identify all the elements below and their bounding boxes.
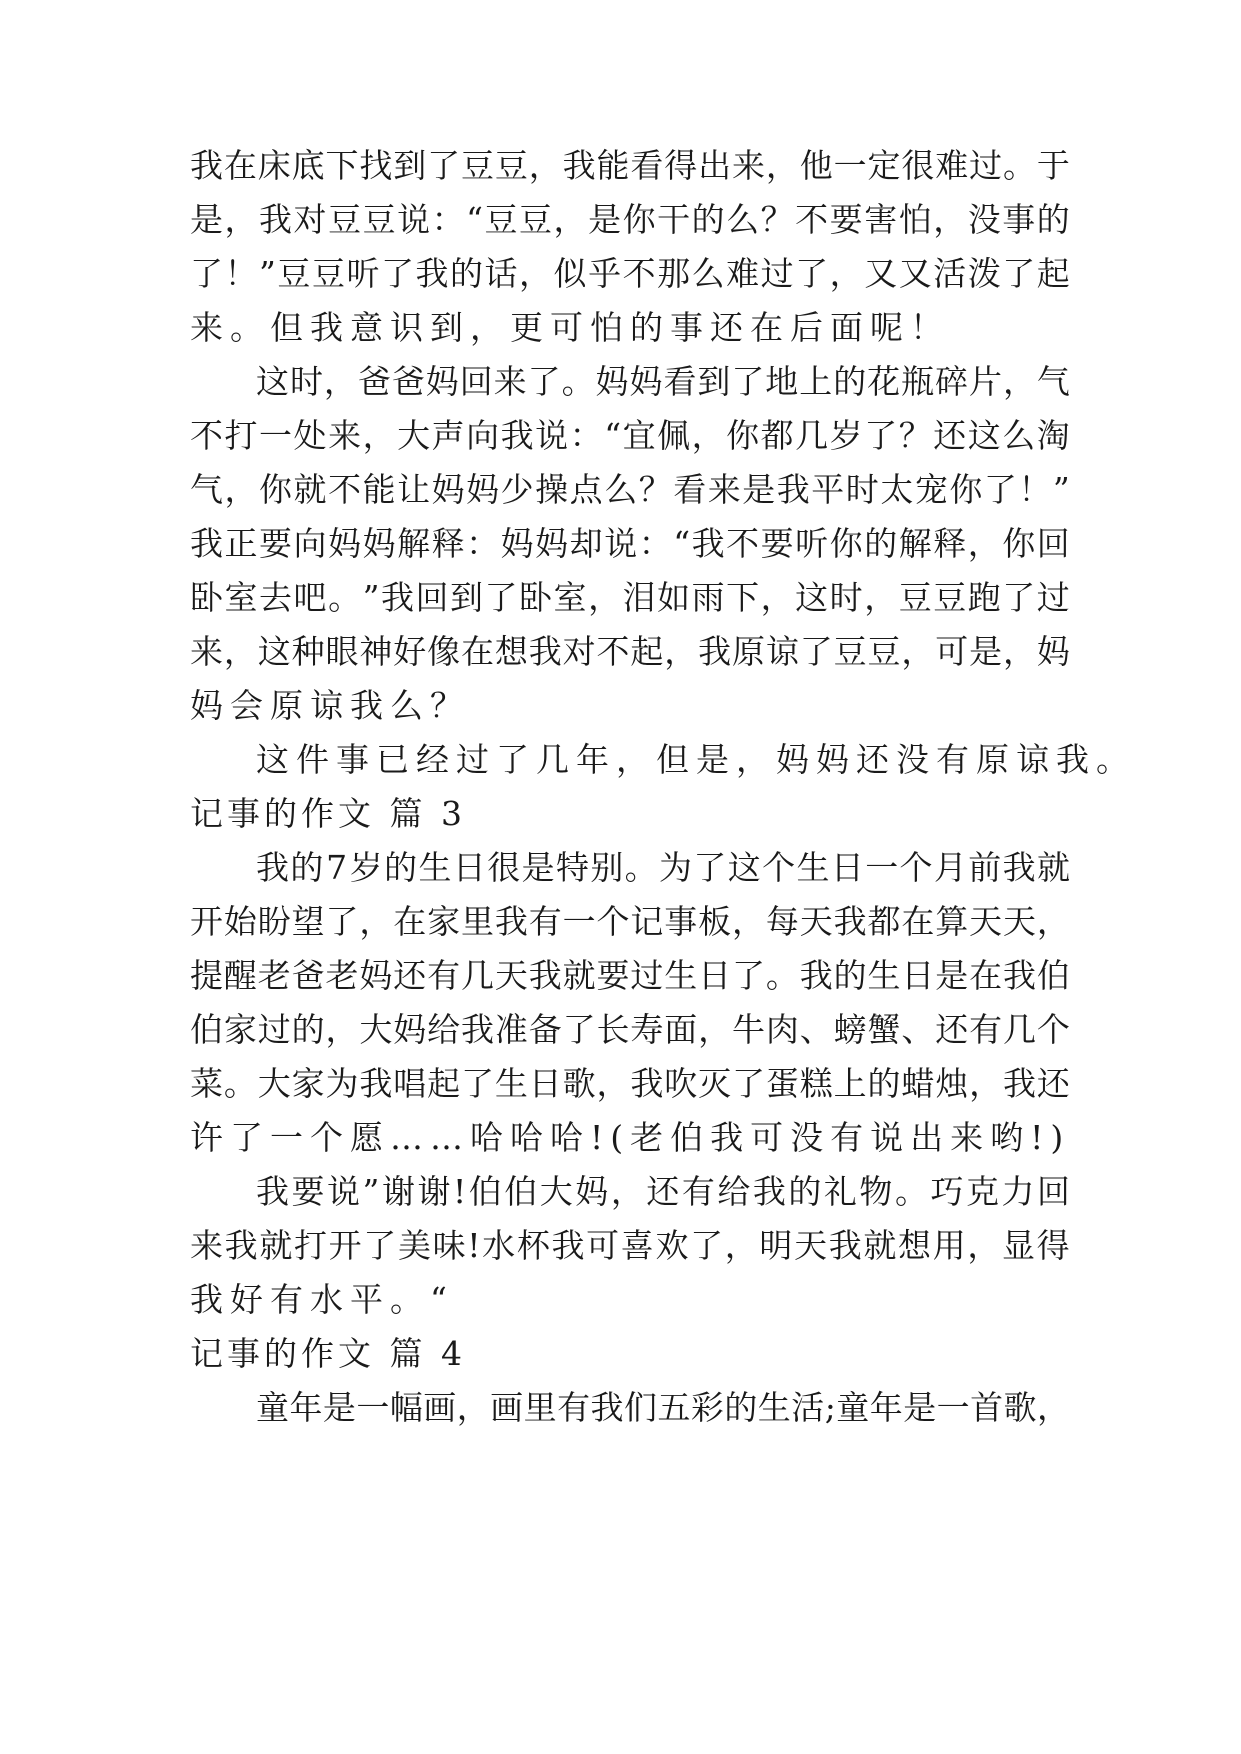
- text-line: 来 ， 这 种 眼 神 好 像 在 想 我 对 不 起 ， 我 原 谅 了 豆 豆 ， 可 是 ， 妈: [190, 632, 1070, 671]
- text-line: 卧 室 去 吧 。 ” 我 回 到 了 卧 室 ， 泪 如 雨 下 ， 这 时 ， 豆 豆 跑 了 过: [190, 578, 1070, 617]
- text-line: 了 ！ ” 豆 豆 听 了 我 的 话 ， 似 乎 不 那 么 难 过 了 ， 又 又 活 泼 了 起: [190, 254, 1070, 293]
- text-line: 是 ， 我 对 豆 豆 说 ： “ 豆 豆 ， 是 你 干 的 么 ？ 不 要 害 怕 ， 没 事 的: [190, 200, 1070, 239]
- section-heading: 记事的作文 篇 4: [190, 1334, 466, 1373]
- text-line: 气 ， 你 就 不 能 让 妈 妈 少 操 点 么 ？ 看 来 是 我 平 时 太 宠 你 了 ！ ”: [190, 470, 1070, 509]
- text-line: 这件事已经过了几年，但是，妈妈还没有原谅我。: [256, 740, 1136, 779]
- text-line: 我 正 要 向 妈 妈 解 释 ： 妈 妈 却 说 ： “ 我 不 要 听 你 的 解 释 ， 你 回: [190, 524, 1070, 563]
- text-line: 童 年 是 一 幅 画 ， 画 里 有 我 们 五 彩 的 生 活 ; 童 年 是 一 首 歌 ，: [256, 1388, 1070, 1427]
- text-line: 菜 。 大 家 为 我 唱 起 了 生 日 歌 ， 我 吹 灭 了 蛋 糕 上 的 蜡 烛 ， 我 还: [190, 1064, 1070, 1103]
- text-line: 我 的 7 岁 的 生 日 很 是 特 别 。 为 了 这 个 生 日 一 个 月 前 我 就: [256, 848, 1070, 887]
- text-line: 我好有水平。“: [190, 1280, 454, 1319]
- text-line: 我 在 床 底 下 找 到 了 豆 豆 ， 我 能 看 得 出 来 ， 他 一 定 很 难 过 。 于: [190, 146, 1070, 185]
- section-heading: 记事的作文 篇 3: [190, 794, 466, 833]
- text-line: 提 醒 老 爸 老 妈 还 有 几 天 我 就 要 过 生 日 了 。 我 的 生 日 是 在 我 伯: [190, 956, 1070, 995]
- text-line: 不 打 一 处 来 ， 大 声 向 我 说 ： “ 宜 佩 ， 你 都 几 岁 了 ？ 还 这 么 淘: [190, 416, 1070, 455]
- text-line: 妈会原谅我么？: [190, 686, 470, 725]
- text-line: 我 要 说 ” 谢 谢 ! 伯 伯 大 妈 ， 还 有 给 我 的 礼 物 。 巧 克 力 回: [256, 1172, 1070, 1211]
- text-line: 来。但我意识到，更可怕的事还在后面呢！: [190, 308, 950, 347]
- text-line: 这 时 ， 爸 爸 妈 回 来 了 。 妈 妈 看 到 了 地 上 的 花 瓶 碎 片 ， 气: [256, 362, 1070, 401]
- text-line: 许了一个愿……哈哈哈!(老伯我可没有说出来哟!): [190, 1118, 1071, 1157]
- text-line: 开 始 盼 望 了 ， 在 家 里 我 有 一 个 记 事 板 ， 每 天 我 都 在 算 天 天 ，: [190, 902, 1070, 941]
- text-line: 来 我 就 打 开 了 美 味 ! 水 杯 我 可 喜 欢 了 ， 明 天 我 就 想 用 ， 显 得: [190, 1226, 1070, 1265]
- text-line: 伯 家 过 的 ， 大 妈 给 我 准 备 了 长 寿 面 ， 牛 肉 、 螃 蟹 、 还 有 几 个: [190, 1010, 1070, 1049]
